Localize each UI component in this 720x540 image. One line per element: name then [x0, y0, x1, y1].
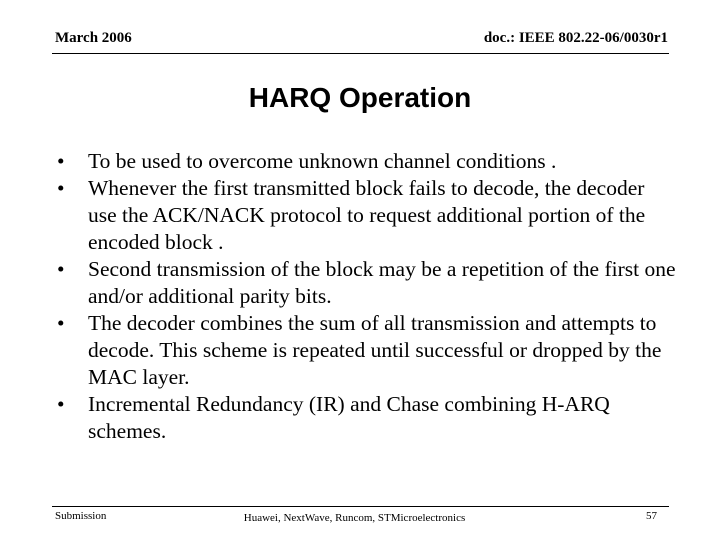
footer-divider [52, 506, 669, 507]
bullet-item [57, 310, 677, 391]
footer-authors: Huawei, NextWave, Runcom, STMicroelectronics [243, 512, 466, 524]
bullet-marker: • [57, 176, 65, 200]
bullet-list [57, 148, 677, 445]
page-number: 57 [646, 510, 657, 522]
bullet-text: Second transmission of the block may be a repetition of the first one and/or additional parity bits. [88, 257, 676, 308]
bullet-item [57, 175, 677, 256]
bullet-item [57, 256, 677, 310]
bullet-item [57, 148, 677, 175]
header-doc-id: doc.: IEEE 802.22-06/0030r1 [483, 30, 668, 46]
bullet-text: Whenever the first transmitted block fails to decode, the decoder use the ACK/NACK protocol to request additional portion of the encoded block . [88, 176, 646, 254]
header-date: March 2006 [55, 30, 132, 46]
header-divider [52, 53, 669, 54]
bullet-text: The decoder combines the sum of all transmission and attempts to decode. This scheme is repeated until successful or dropped by the MAC layer. [88, 311, 662, 389]
bullet-marker: • [57, 311, 65, 335]
slide-title: HARQ Operation [248, 82, 472, 113]
bullet-marker: • [57, 392, 65, 416]
bullet-marker: • [57, 257, 65, 281]
bullet-text: Incremental Redundancy (IR) and Chase combining H-ARQ schemes. [88, 392, 610, 443]
bullet-marker: • [57, 149, 65, 173]
bullet-item [57, 391, 677, 445]
bullet-text: To be used to overcome unknown channel conditions . [88, 149, 557, 173]
footer-submission: Submission [55, 510, 107, 522]
